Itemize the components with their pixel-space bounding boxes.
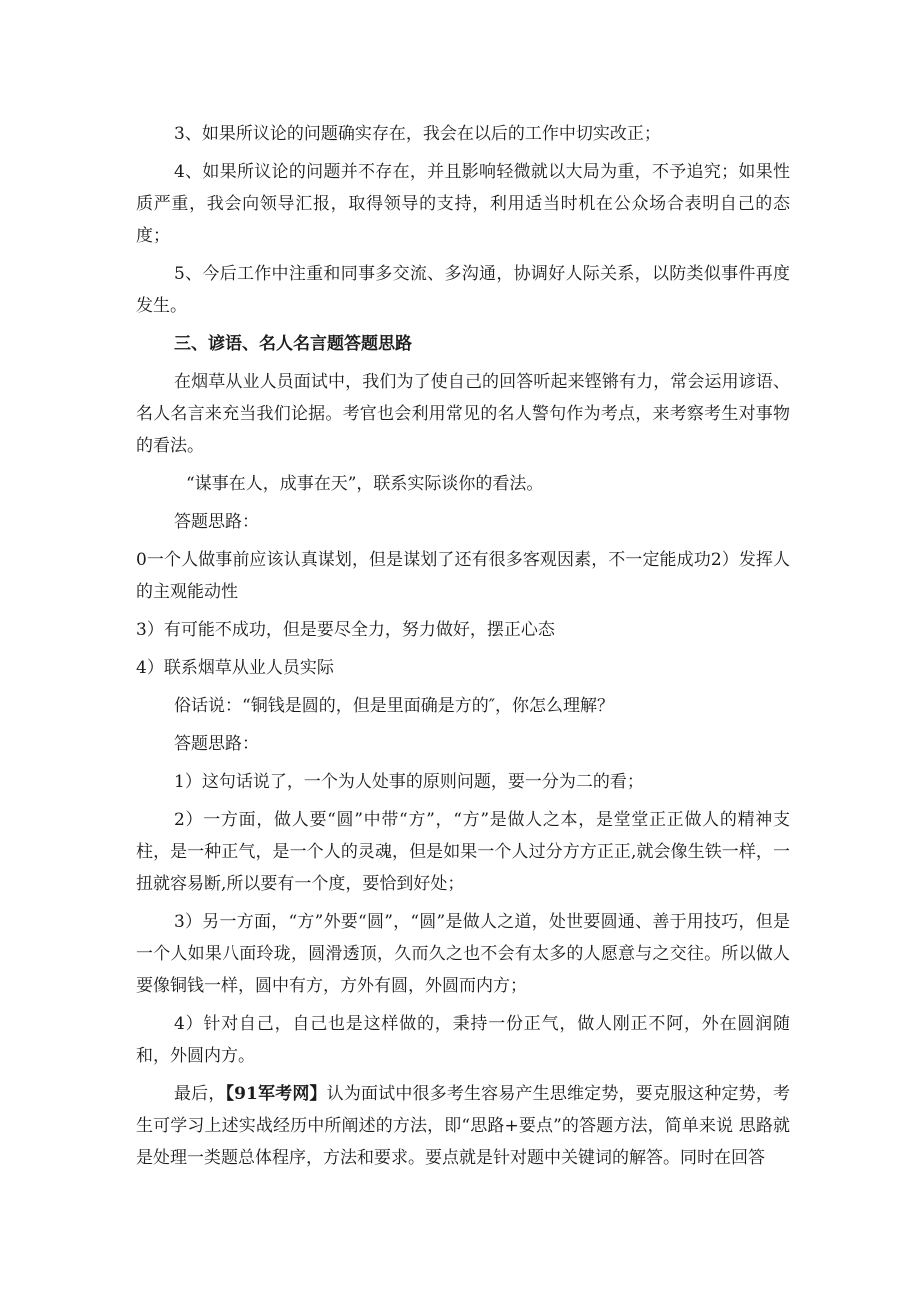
- answer-1-point-4: 4）联系烟草从业人员实际: [136, 658, 334, 678]
- answer-2-point-1: 1）这句话说了，一个为人处事的原则问题，要一分为二的看；: [174, 772, 644, 792]
- paragraph-item-4: 4、如果所议论的问题并不存在，并且影响轻微就以大局为重，不予追究；如果性质严重，我会向领导汇报，取得领导的支持，利用适当时机在公众场合表明自己的态度；: [136, 162, 790, 246]
- answer-1-point-1-2: 0一个人做事前应该认真谋划，但是谋划了还有很多客观因素，不一定能成功2）发挥人的主观能动性: [136, 550, 790, 602]
- question-1: “谋事在人，成事在天”，联系实际谈你的看法。: [186, 474, 544, 494]
- answer-2-label: 答题思路：: [174, 734, 259, 754]
- answer-1-label: 答题思路：: [174, 512, 259, 532]
- answer-2-point-3: 3）另一方面，“方”外要“圆”，“圆”是做人之道，处世要圆通、善于用技巧，但是一个人如果八面玲珑，圆滑透顶，久而久之也不会有太多的人愿意与之交往。所以做人要像铜钱一样，圆中有方，方外有圆，外圆而内方；: [136, 912, 790, 996]
- answer-2-point-4: 4）针对自己，自己也是这样做的，秉持一份正气，做人刚正不阿，外在圆润随和，外圆内方。: [136, 1014, 790, 1066]
- final-paragraph-body: 认为面试中很多考生容易产生思维定势，要克服这种定势，考生可学习上述实战经历中所阐述的方法，即“思路+要点”的答题方法，简单来说 思路就是处理一类题总体程序，方法和要求。要点就是针对题中关键词的解答。同时在回答: [136, 1084, 790, 1168]
- final-paragraph-lead: 最后，: [174, 1084, 226, 1104]
- source-mark: 【91军考网】: [225, 1084, 327, 1104]
- paragraph-item-3: 3、如果所议论的问题确实存在，我会在以后的工作中切实改正；: [174, 124, 661, 144]
- question-2: 俗话说：“铜钱是圆的，但是里面确是方的″，你怎么理解？: [174, 696, 615, 716]
- section-heading-3: 三、谚语、名人名言题答题思路: [174, 334, 412, 354]
- paragraph-item-5: 5、今后工作中注重和同事多交流、多沟通，协调好人际关系，以防类似事件再度发生。: [136, 264, 790, 316]
- final-paragraph: [136, 1078, 790, 1174]
- answer-2-point-2: 2）一方面，做人要“圆”中带“方”，“方”是做人之本，是堂堂正正做人的精神支柱，是一种正气，是一个人的灵魂，但是如果一个人过分方方正正,就会像生铁一样，一扭就容易断,所以要有一个度，要恰到好处；: [136, 810, 790, 894]
- answer-1-point-3: 3）有可能不成功，但是要尽全力，努力做好，摆正心态: [136, 620, 555, 640]
- section-intro-paragraph: 在烟草从业人员面试中，我们为了使自己的回答听起来铿锵有力，常会运用谚语、名人名言来充当我们论据。考官也会利用常见的名人警句作为考点，来考察考生对事物的看法。: [136, 372, 790, 456]
